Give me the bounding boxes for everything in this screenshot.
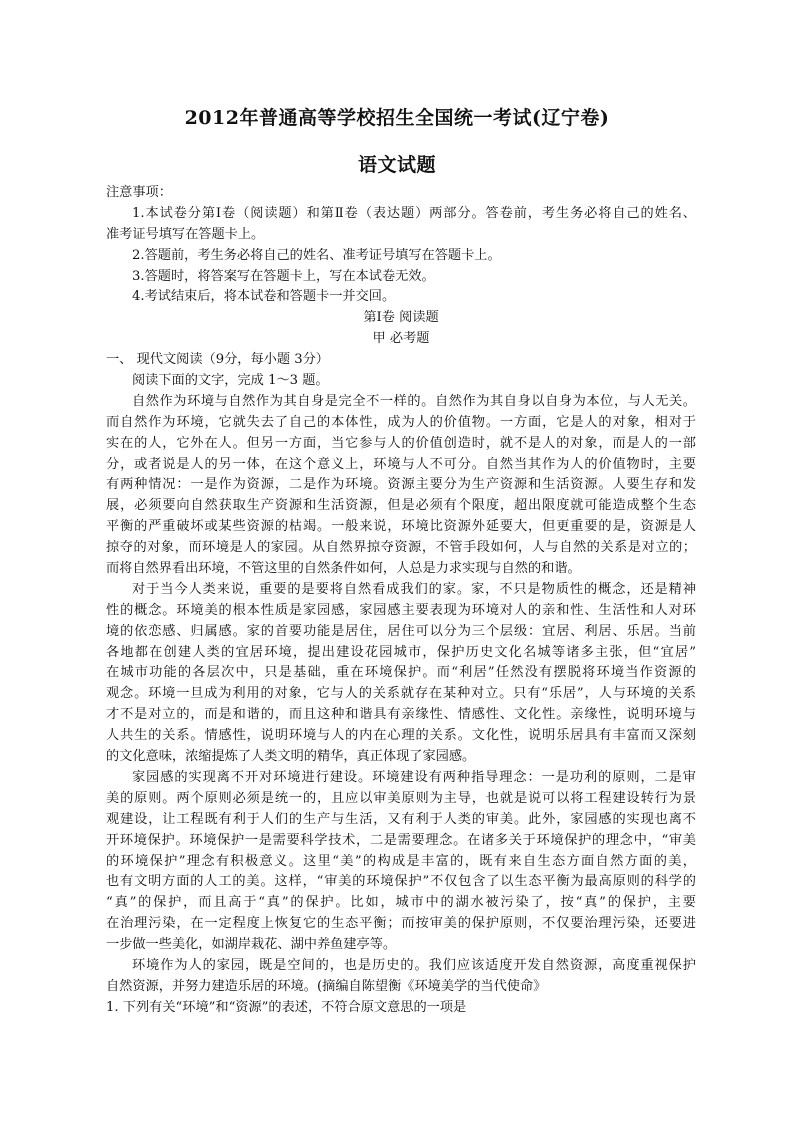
passage-line: 实在的人，它外在人。但另一方面，当它参与人的价值创造时，就不是人的对象，而是人的一部 <box>106 435 696 451</box>
exam-subtitle: 语文试题 <box>357 154 436 176</box>
passage-line: 开环境保护。环境保护一是需要科学技术，二是需要理念。在诸多关于环境保护的理念中，“审美 <box>106 832 696 848</box>
passage-line: 观建设，让工程既有利于人们的生产与生活，又有利于人类的审美。此外，家园感的实现也离不 <box>106 811 696 827</box>
document-body <box>106 183 696 1019</box>
passage-line: 展，必须要向自然获取生产资源和生活资源，但是必须有个限度，超出限度就可能造成整个生态 <box>106 498 696 514</box>
passage-line: 而自然作为环境，它就失去了自己的本体性，成为人的价值物。一方面，它是人的对象，相对于 <box>106 414 696 430</box>
passage-line: 掠夺的对象，而环境是人的家园。从自然界掠夺资源，不管手段如何，人与自然的关系是对立的； <box>106 540 696 556</box>
passage-line: 自然作为环境与自然作为其自身是完全不一样的。自然作为其自身以自身为本位，与人无关。 <box>132 393 696 409</box>
passage-line: 一步做一些美化，如湖岸栽花、湖中养鱼建亭等。 <box>106 937 397 953</box>
part-subtitle: 甲 必考题 <box>372 331 430 347</box>
passage-line: 观念。环境一旦成为利用的对象，它与人的关系就存在某种对立。只有“乐居”，人与环境的关系 <box>106 686 696 702</box>
notice-item-3: 3.答题时，将答案写在答题卡上，写在本试卷无效。 <box>132 268 435 284</box>
question-1: 1. 下列有关“环境”和“资源”的表述，不符合原文意思的一项是 <box>106 999 467 1015</box>
passage-line: 分，或者说是人的另一体，在这个意义上，环境与人不可分。自然当其作为人的价值物时，主要 <box>106 456 696 472</box>
passage-line: 环境作为人的家园，既是空间的，也是历史的。我们应该适度开发自然资源，高度重视保护 <box>132 957 696 973</box>
exam-title: 2012年普通高等学校招生全国统一考试(辽宁卷) <box>184 107 610 129</box>
notice-item-1-cont: 准考证号填写在答题卡上。 <box>106 226 265 242</box>
passage-line: 对于当今人类来说，重要的是要将自然看成我们的家。家，不只是物质性的概念，还是精神 <box>132 581 696 597</box>
passage-line: 而将自然界看出环境，不管这里的自然条件如何，人总是力求实现与自然的和谐。 <box>106 561 581 577</box>
question-section-heading: 一、 现代文阅读（9分，每小题 3分） <box>106 352 329 368</box>
reading-instruction: 阅读下面的文字，完成 1～3 题。 <box>132 373 329 389</box>
passage-line: 的文化意味，浓缩提炼了人类文明的精华，真正体现了家园感。 <box>106 749 476 765</box>
passage-line: 家园感的实现离不开对环境进行建设。环境建设有两种指导理念：一是功利的原则，二是审 <box>132 769 696 785</box>
notice-item-2: 2.答题前，考生务必将自己的姓名、准考证号填写在答题卡上。 <box>132 247 501 263</box>
passage-line: 人共生的关系。情感性，说明环境与人的内在心理的关系。文化性，说明乐居具有丰富而又深刻 <box>106 728 696 744</box>
passage-line: 自然资源，并努力建造乐居的环境。(摘编自陈望衡《环境美学的当代使命》 <box>106 978 547 994</box>
passage-line: 各地都在创建人类的宜居环境，提出建设花园城市，保护历史文化名城等诸多主张，但“宜居” <box>106 644 696 660</box>
passage-line: 有两种情况：一是作为资源，二是作为环境。资源主要分为生产资源和生活资源。人要生存和发 <box>106 477 696 493</box>
passage-line: 平衡的严重破坏或某些资源的枯竭。一般来说，环境比资源外延要大，但更重要的是，资源是人 <box>106 519 696 535</box>
notice-item-4: 4.考试结束后，将本试卷和答题卡一并交回。 <box>132 289 396 305</box>
passage-line: 在城市功能的各层次中，只是基础，重在环境保护。而“利居”任然没有摆脱将环境当作资源的 <box>106 665 696 681</box>
passage-line: 在治理污染，在一定程度上恢复它的生态平衡；而按审美的保护原则，不仅要治理污染，还要进 <box>106 916 696 932</box>
notice-item-1: 1.本试卷分第Ⅰ卷（阅读题）和第Ⅱ卷（表达题）两部分。答卷前，考生务必将自己的姓名、 <box>132 205 696 221</box>
passage-line: 也有文明方面的人工的美。这样，“审美的环境保护”不仅包含了以生态平衡为最高原则的科学的 <box>106 874 696 890</box>
part-title: 第Ⅰ卷 阅读题 <box>363 310 439 326</box>
passage-line: 的环境保护”理念有积极意义。这里“美”的构成是丰富的，既有来自生态方面自然方面的美， <box>106 853 696 869</box>
passage-line: 境的依恋感、归属感。家的首要功能是居住，居住可以分为三个层级：宜居、利居、乐居。当前 <box>106 623 696 639</box>
passage-line: 性的概念。环境美的根本性质是家园感，家园感主要表现为环境对人的亲和性、生活性和人对环 <box>106 602 696 618</box>
passage-line: “真”的保护，而且高于“真”的保护。比如，城市中的湖水被污染了，按“真”的保护，主要 <box>106 895 696 911</box>
passage-line: 才不是对立的，而是和谐的，而且这种和谐具有亲缘性、情感性、文化性。亲缘性，说明环境与 <box>106 707 696 723</box>
notice-heading: 注意事项： <box>106 185 172 200</box>
passage-line: 美的原则。两个原则必须是统一的，且应以审美原则为主导，也就是说可以将工程建设转行为景 <box>106 790 696 806</box>
